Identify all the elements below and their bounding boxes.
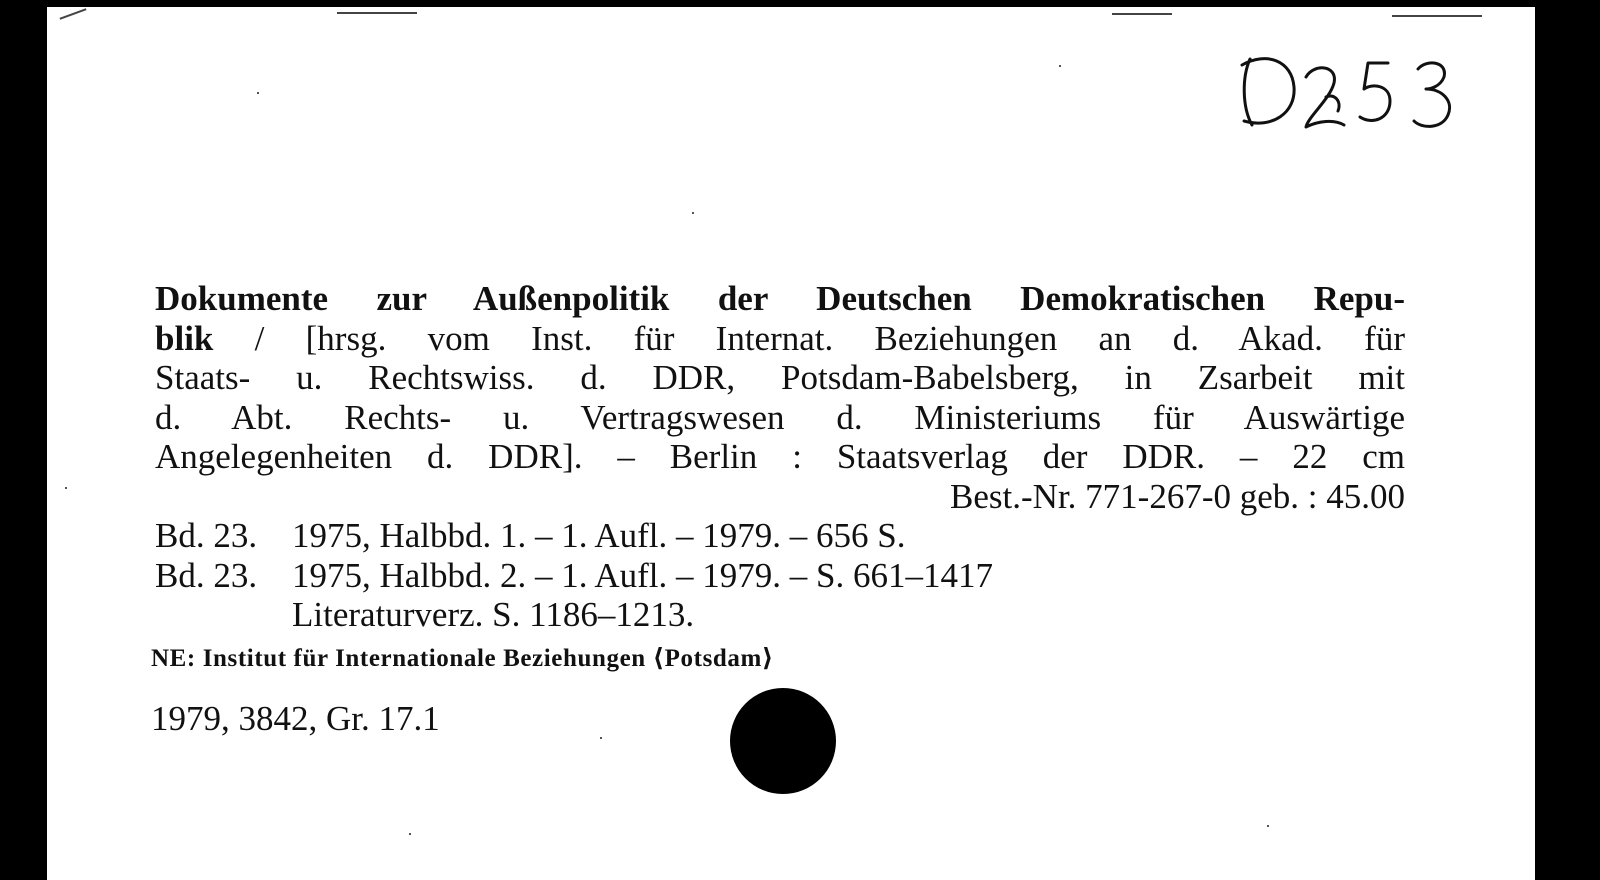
bibliographic-entry [155,279,1405,635]
entry-title-line: Dokumente zur Außenpolitik der Deutschen Demokratischen Repu- [155,279,1405,318]
entry-line: d. Abt. Rechts- u. Vertragswesen d. Ministeriums für Auswärtige [155,397,1405,437]
added-entry-note: NE: Institut für Internationale Beziehungen ⟨Potsdam⟩ [151,645,774,672]
scan-artifact [1112,13,1172,15]
volume-number: Bd. 23. [155,555,258,595]
accession-number: 1979, 3842, Gr. 17.1 [151,699,440,738]
volume-row [155,516,1405,556]
scan-artifact [1392,15,1482,17]
entry-editor-statement: / [hrsg. vom Inst. für Internat. Beziehungen an d. Akad. für [213,318,1405,358]
scan-speck [257,92,259,94]
scan-speck [600,737,602,739]
entry-title-end: blik [155,318,214,358]
card-punch-hole [730,688,836,794]
scan-artifact [337,12,417,14]
scan-speck [65,487,67,489]
scan-speck [1267,825,1269,827]
scan-speck [1059,65,1061,67]
catalog-card [47,7,1535,880]
volume-number: Bd. 23. [155,516,258,555]
scan-speck [692,212,694,214]
entry-line [155,319,1405,359]
order-number: Best.-Nr. 771-267-0 geb. : 45.00 [950,476,1405,516]
handwritten-shelf-mark-drawing [1222,37,1482,147]
volume-description: 1975, Halbbd. 1. – 1. Aufl. – 1979. – 656 S. [292,516,906,555]
entry-line: Staats- u. Rechtswiss. d. DDR, Potsdam-Babelsberg, in Zsarbeit mit [155,358,1405,397]
handwritten-shelf-mark [1222,37,1482,147]
scan-artifact [60,8,87,19]
volume-description: 1975, Halbbd. 2. – 1. Aufl. – 1979. – S. 661–1417 [292,555,993,595]
bibliography-note: Literaturverz. S. 1186–1213. [292,595,695,634]
entry-imprint-line: Angelegenheiten d. DDR]. – Berlin : Staatsverlag der DDR. – 22 cm [155,437,1405,476]
volume-row [155,556,1405,596]
scan-speck [409,833,411,835]
